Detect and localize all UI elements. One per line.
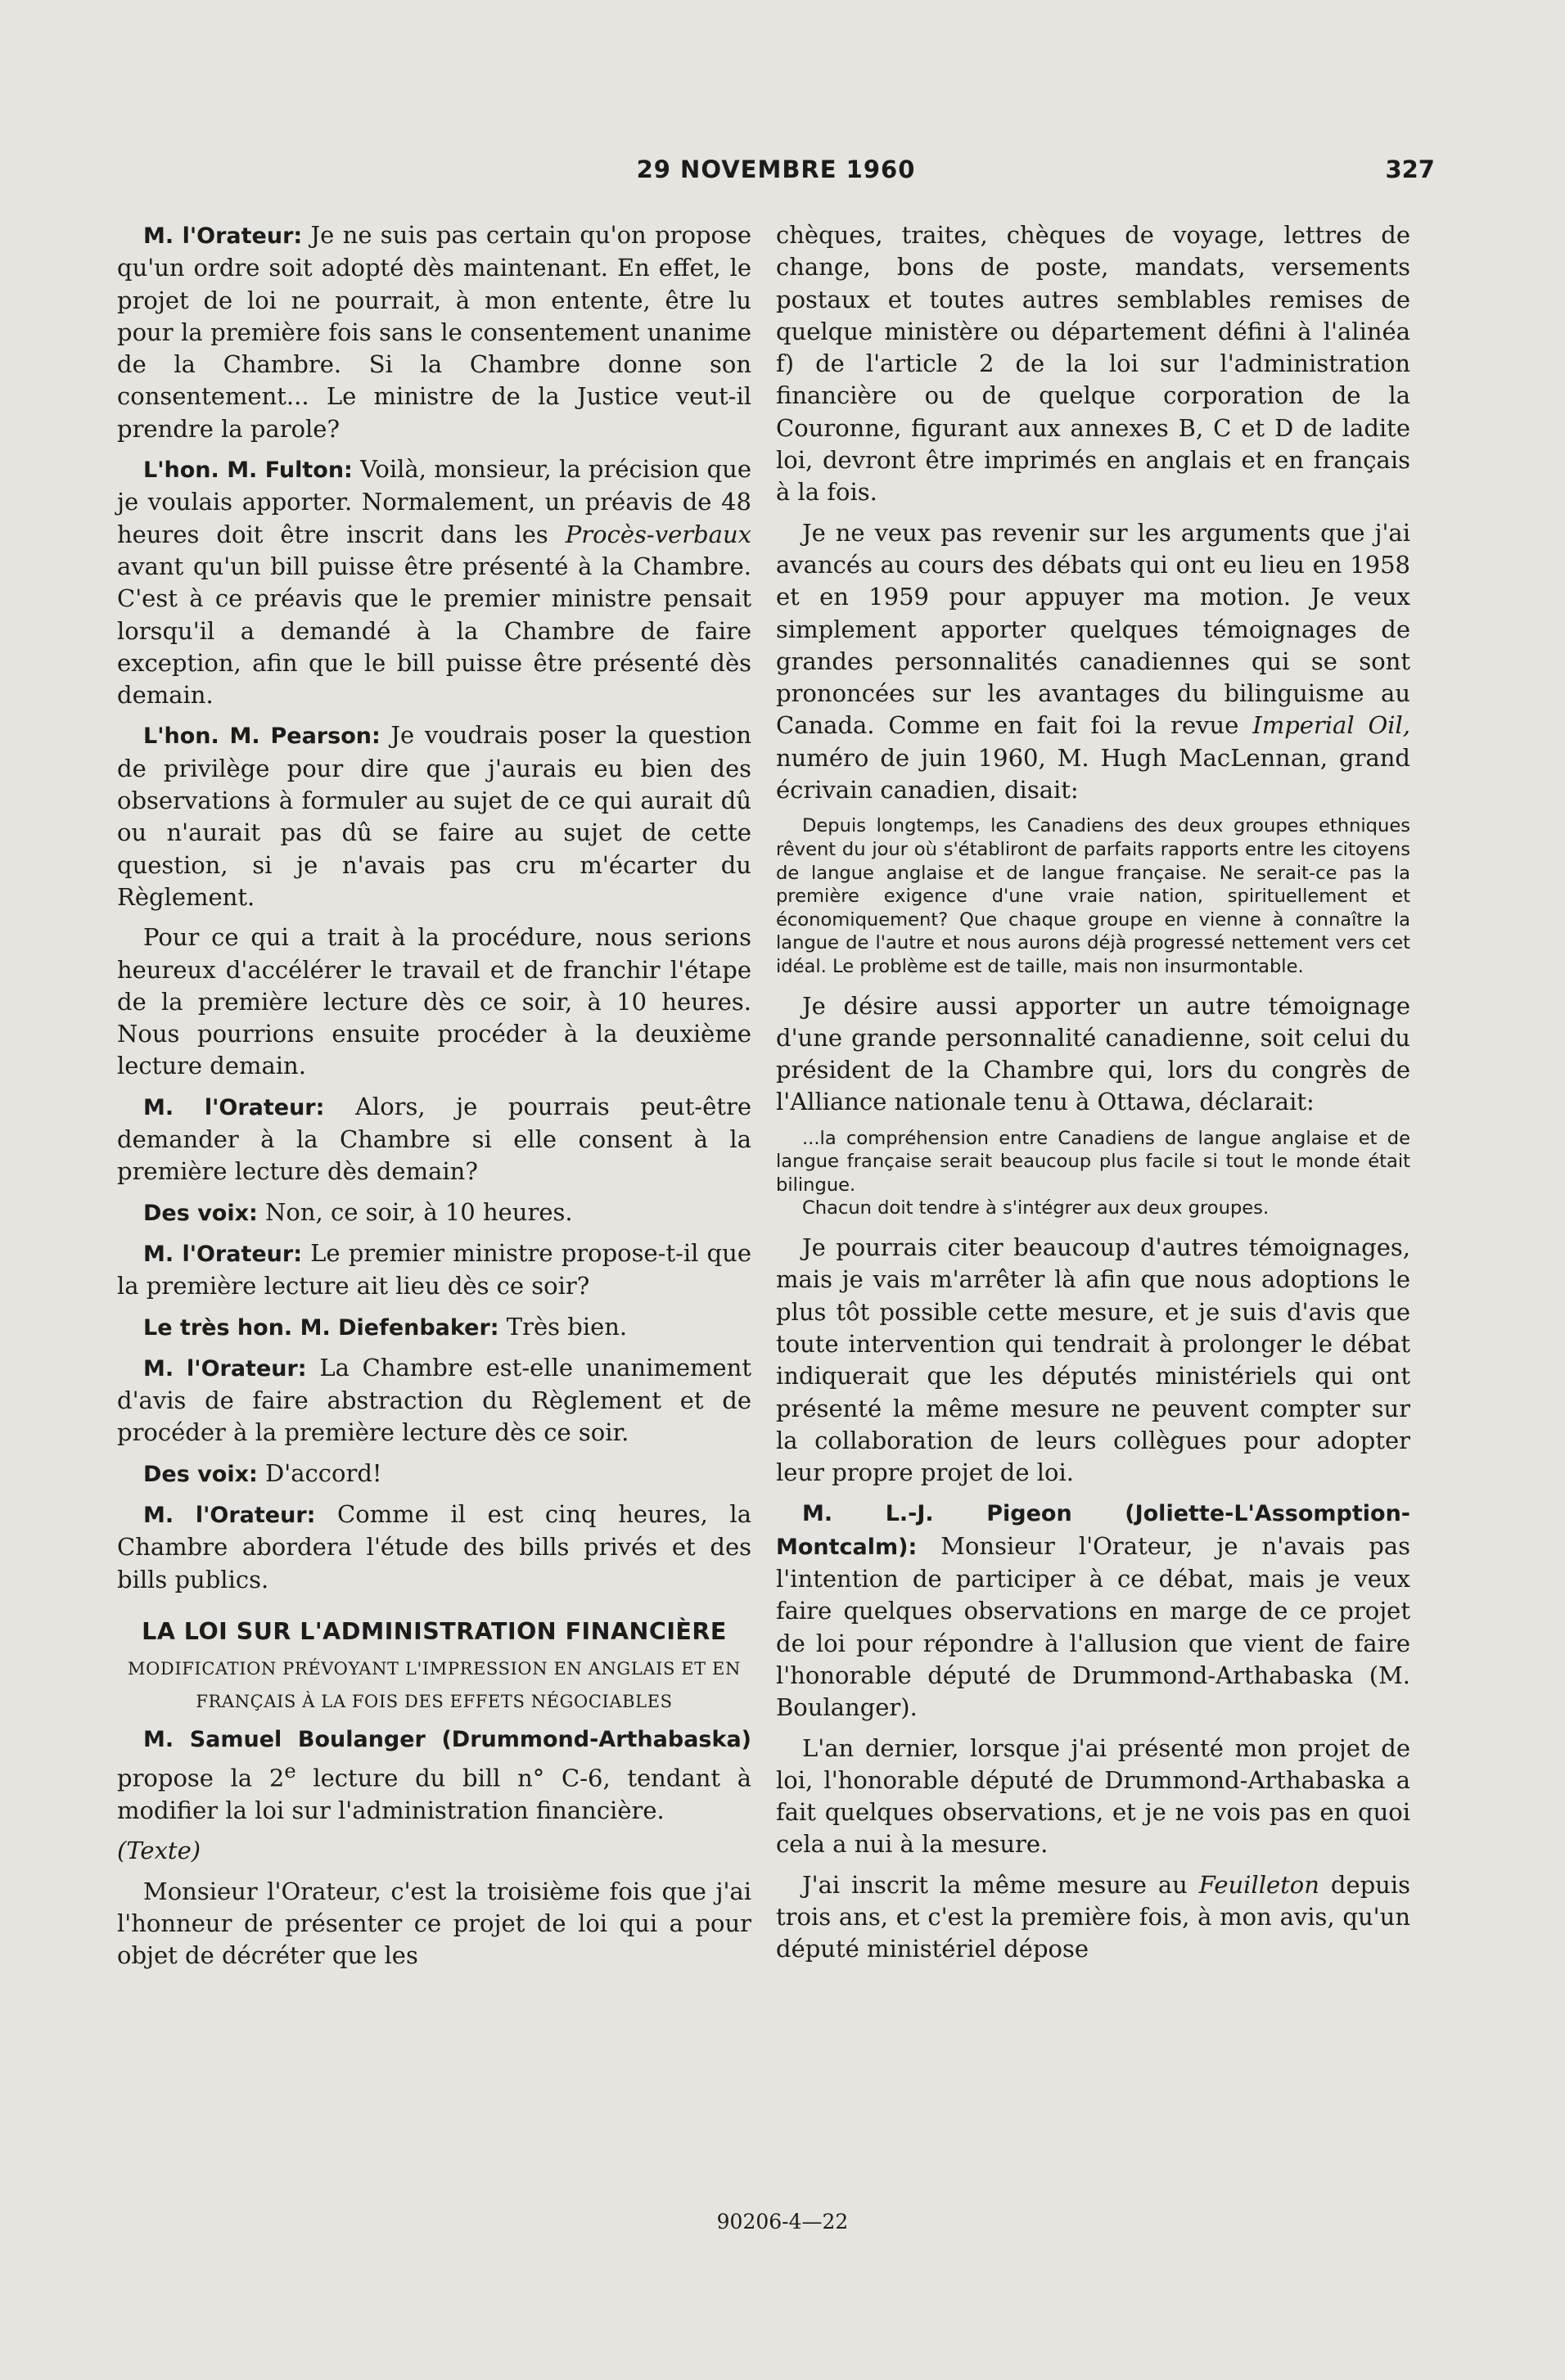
paragraph (117, 219, 751, 445)
paragraph (117, 1876, 751, 1972)
section-subtitle: MODIFICATION PRÉVOYANT L'IMPRESSION EN ANGLAIS ET EN FRANÇAIS À LA FOIS DES EFFETS NÉGOCIABLES (128, 1658, 741, 1711)
section-title: LA LOI SUR L'ADMINISTRATION FINANCIÈRE (142, 1617, 727, 1645)
paragraph-text: Voilà, monsieur, la précision que je voulais apporter. Normalement, un préavis de 48 heures doit être inscrit dans les (117, 455, 751, 548)
paragraph (776, 219, 1410, 509)
paragraph (117, 1237, 751, 1303)
italic-text: Imperial Oil, (1252, 711, 1410, 740)
quote-text: Depuis longtemps, les Canadiens des deux groupes ethniques rêvent du jour où s'établiront de parfaits rapports entre les citoyens de langue anglaise et de langue française. Ne serait-ce pas la première exigence d'une vraie nation, spirituellement et économiquement? Que chaque groupe en vienne à connaître la langue de l'autre et nous aurons déjà progressé nettement vers cet idéal. Le problème est de taille, mais non insurmontable. (776, 815, 1410, 977)
right-column (776, 219, 1410, 1974)
speaker-name: Des voix: (143, 1200, 258, 1226)
paragraph (117, 453, 751, 711)
block-quote (776, 1127, 1410, 1220)
speaker-name: Des voix: (143, 1461, 258, 1487)
paragraph (117, 1499, 751, 1596)
speaker-name: M. Samuel Boulanger (Drummond-Arthabaska) (143, 1726, 751, 1752)
paragraph-text: Je pourrais citer beaucoup d'autres témoignages, mais je vais m'arrêter là afin que nous adoptions le plus tôt possible cette mesure, et je suis d'avis que toute intervention qui tendrait à prolonger le débat indiquerait que les députés ministériels qui ont présenté la même mesure ne peuvent compter sur la collaboration de leurs collègues pour adopter leur propre projet de loi. (776, 1233, 1410, 1487)
paragraph (776, 1733, 1410, 1861)
footer-code: 90206-4—22 (716, 2210, 849, 2234)
speaker-name: M. l'Orateur: (143, 1355, 307, 1382)
paragraph-text: propose la 2 (117, 1764, 285, 1792)
paragraph (117, 1311, 751, 1344)
paragraph-text: Je ne veux pas revenir sur les arguments que j'ai avancés au cours des débats qui ont eu lieu en 1958 et en 1959 pour appuyer ma motion. Je veux simplement apporter quelques témoignages de grandes personnalités canadiennes qui se sont prononcées sur les avantages du bilinguisme au Canada. Comme en fait foi la revue (776, 518, 1410, 740)
paragraph (117, 922, 751, 1082)
italic-text: Feuilleton (1198, 1870, 1319, 1899)
paragraph (117, 1197, 751, 1229)
paragraph (117, 1458, 751, 1490)
paragraph-text: Comme il est cinq heures, la Chambre abordera l'étude des bills privés et des bills publics. (117, 1499, 751, 1593)
speaker-name: M. l'Orateur: (143, 1241, 303, 1267)
paragraph-text: Non, ce soir, à 10 heures. (265, 1197, 573, 1226)
paragraph-text: depuis trois ans, et c'est la première fois, à mon avis, qu'un député ministériel dépose (776, 1870, 1411, 1963)
paragraph-text: Monsieur l'Orateur, c'est la troisième fois que j'ai l'honneur de présenter ce projet de loi qui a pour objet de décréter que les (117, 1877, 751, 1970)
superscript: e (284, 1760, 296, 1783)
paragraph (776, 1232, 1410, 1489)
paragraph (776, 990, 1410, 1119)
header-date: 29 NOVEMBRE 1960 (636, 156, 916, 183)
block-quote (776, 814, 1410, 978)
paragraph-text: lecture du bill n° C-6, tendant à modifier la loi sur l'administration financière. (117, 1764, 752, 1825)
speaker-name: Le très hon. M. Diefenbaker: (143, 1314, 499, 1341)
speaker-name: L'hon. M. Pearson: (143, 723, 381, 750)
paragraph (776, 1869, 1410, 1966)
paragraph-text: Je voudrais poser la question de privilège pour dire que j'aurais eu bien des observations à formuler au sujet de ce qui aurait dû ou n'aurait pas dû se faire au sujet de cette question, si je n'avais pas cru m'écarter du Règlement. (117, 721, 751, 911)
paragraph-text: Je désire aussi apporter un autre témoignage d'une grande personnalité canadienne, soit celui du président de la Chambre qui, lors du congrès de l'Alliance nationale tenu à Ottawa, déclarait: (776, 991, 1410, 1116)
speaker-name: M. L.-J. Pigeon (Joliette-L'Assomption-Montcalm): (776, 1501, 1410, 1560)
paragraph-text: Je ne suis pas certain qu'on propose qu'un ordre soit adopté dès maintenant. En effet, le projet de loi ne pourrait, à mon entente, être lu pour la première fois sans le consentement unanime de la Chambre. Si la Chambre donne son consentement... Le ministre de la Justice veut-il prendre la parole? (117, 221, 752, 443)
paragraph-text: J'ai inscrit la même mesure au (802, 1870, 1188, 1899)
left-column (117, 219, 751, 1981)
paragraph-text: Le premier ministre propose-t-il que la première lecture ait lieu dès ce soir? (117, 1238, 751, 1300)
quote-text: ...la compréhension entre Canadiens de langue anglaise et de langue française serait beaucoup plus facile si tout le monde était bilingue. (776, 1127, 1410, 1196)
page-number: 327 (1385, 156, 1435, 183)
paragraph-text: chèques, traites, chèques de voyage, lettres de change, bons de poste, mandats, versements postaux et toutes autres semblables remises de quelque ministère ou département défini à l'alinéa f) de l'article 2 de la loi sur l'administration financière ou de quelque corporation de la Couronne, figurant aux annexes B, C et D de ladite loi, devront être imprimés en anglais et en français à la fois. (776, 221, 1410, 507)
paragraph-text: L'an dernier, lorsque j'ai présenté mon projet de loi, l'honorable député de Drummond-Arthabaska a fait quelques observations, et je ne vois pas en quoi cela a nui à la mesure. (776, 1733, 1410, 1859)
speaker-name: M. l'Orateur: (143, 1502, 316, 1528)
paragraph-text: D'accord! (265, 1458, 382, 1487)
paragraph (776, 517, 1410, 807)
paragraph-text: Monsieur l'Orateur, je n'avais pas l'intention de participer à ce débat, mais je veux faire quelques observations en marge de ce projet de loi pour répondre à l'allusion que vient de faire l'honorable député de Drummond-Arthabaska (M. Boulanger). (776, 1531, 1410, 1722)
paragraph-text: Pour ce qui a trait à la procédure, nous serions heureux d'accélérer le travail et de franchir l'étape de la première lecture dès ce soir, à 10 heures. Nous pourrions ensuite procéder à la deuxième lecture demain. (117, 923, 751, 1080)
italic-text: Procès-verbaux (565, 520, 751, 548)
speaker-name: L'hon. M. Fulton: (143, 458, 353, 484)
paragraph-text: numéro de juin 1960, M. Hugh MacLennan, grand écrivain canadien, disait: (776, 743, 1410, 805)
running-header (117, 156, 1435, 198)
speaker-name: M. l'Orateur: (143, 223, 303, 249)
paragraph-text: Alors, je pourrais peut-être demander à la Chambre si elle consent à la première lecture dès demain? (117, 1092, 751, 1186)
paragraph-text: La Chambre est-elle unanimement d'avis de faire abstraction du Règlement et de procéder à la première lecture dès ce soir. (117, 1353, 751, 1447)
paragraph (117, 1091, 751, 1188)
speaker-name: M. l'Orateur: (143, 1094, 325, 1120)
paragraph-text: avant qu'un bill puisse être présenté à la Chambre. C'est à ce préavis que le premier ministre pensait lorsqu'il a demandé à la Chambre de faire exception, afin que le bill puisse être présenté dès demain. (117, 552, 751, 710)
paragraph (117, 1352, 751, 1449)
quote-text: Chacun doit tendre à s'intégrer aux deux groupes. (802, 1197, 1270, 1219)
paragraph (117, 1723, 751, 1828)
paragraph (776, 1497, 1410, 1724)
paragraph-text: Très bien. (506, 1312, 628, 1341)
paragraph (117, 719, 751, 913)
texte-label: (Texte) (117, 1837, 201, 1865)
